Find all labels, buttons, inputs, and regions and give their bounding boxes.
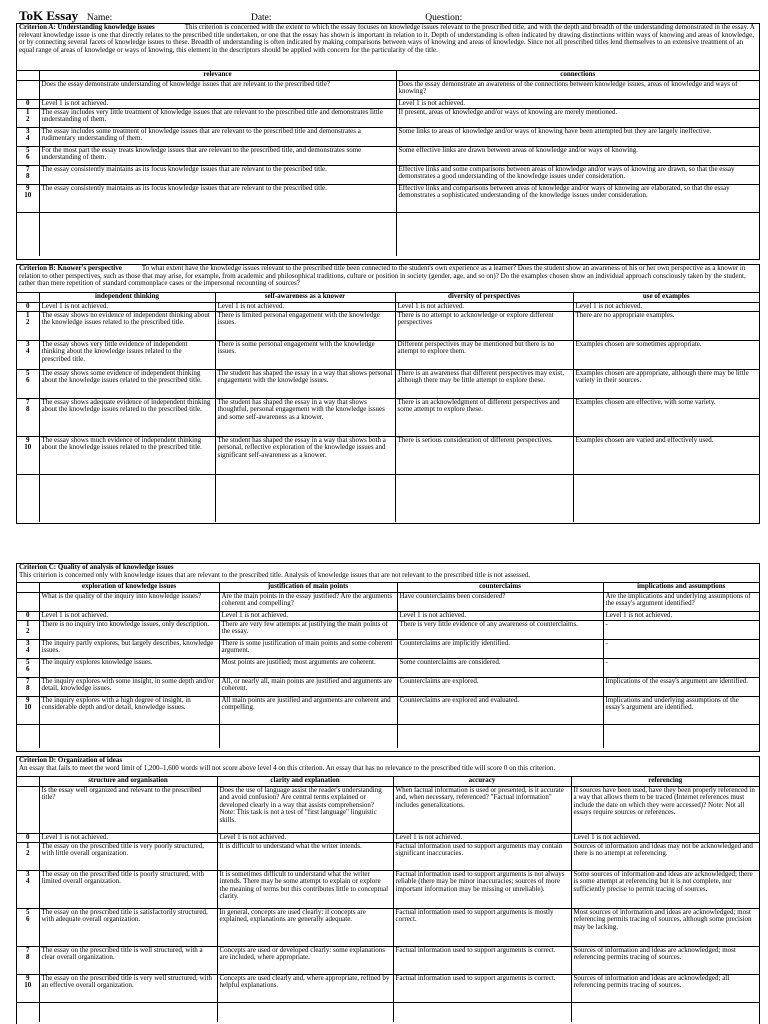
table-row	[17, 696, 759, 724]
table-row	[17, 639, 759, 658]
descriptor-cell: All main points are justified and arguments are coherent and compelling.	[219, 696, 397, 724]
comment-row	[17, 1002, 759, 1022]
criterion-a-intro	[17, 24, 759, 71]
criterion-b-table	[17, 293, 759, 522]
column-question: Are the main points in the essay justified? Are the arguments coherent and compelling?	[219, 592, 397, 611]
descriptor-cell: Level 1 is not achieved.	[39, 833, 217, 842]
score-label: 0	[17, 302, 39, 311]
column-header: self-awareness as a knower	[215, 293, 395, 302]
descriptor-cell: Implications and underlying assumptions of the essay's argument are identified.	[603, 696, 759, 724]
question-label: Question:	[425, 13, 463, 23]
column-header: counterclaims	[397, 583, 603, 592]
descriptor-cell: The inquiry explores with some insight, in some depth and/or detail, knowledge issues.	[39, 677, 219, 696]
descriptor-cell: Concepts are used or developed clearly: some explanations are included, where appropriate.	[217, 946, 393, 974]
score-label: 7 8	[17, 946, 39, 974]
table-row	[17, 677, 759, 696]
descriptor-cell: Level 1 is not achieved.	[573, 302, 759, 311]
table-row	[17, 99, 759, 108]
score-label: 0	[17, 833, 39, 842]
descriptor-cell: Factual information used to support arguments is correct.	[393, 974, 571, 1002]
score-label: 3 4	[17, 639, 39, 658]
column-question: When factual information is used or presented, is it accurate and, when necessary, referenced? "Factual information" includes generalizations.	[393, 786, 571, 833]
criterion-c-question-row	[17, 592, 759, 611]
table-row	[17, 946, 759, 974]
descriptor-cell: The essay consistently maintains as its focus knowledge issues that are relevant to the prescribed title.	[39, 184, 396, 212]
score-label: 0	[17, 99, 39, 108]
descriptor-cell: Examples chosen are effective, with some variety.	[573, 398, 759, 436]
score-label: 3 4	[17, 340, 39, 369]
comment-row	[17, 474, 759, 522]
descriptor-cell: The essay on the prescribed title is satisfactorily structured, with adequate overall organization.	[39, 908, 217, 946]
descriptor-cell: The student has shaped the essay in a way that shows both a personal, reflective exploration of the knowledge issues and significant self-awareness as a knower.	[215, 436, 395, 474]
descriptor-cell: Level 1 is not achieved.	[39, 99, 396, 108]
score-label: 5 6	[17, 146, 39, 165]
descriptor-cell: Factual information used to support arguments is correct.	[393, 946, 571, 974]
table-row	[17, 436, 759, 474]
descriptor-cell: It is sometimes difficult to understand what the writer intends. There may be some attempt to explain or explore the meaning of terms but this contributes little to conceptual clarity.	[217, 870, 393, 908]
descriptor-cell: Level 1 is not achieved.	[395, 302, 573, 311]
criterion-a-description: This criterion is concerned with the extent to which the essay focuses on knowledge issues relevant to the prescribed title, and with the depth and breadth of the understanding demonstrated in the essay. A relevant knowledge issue is one that directly relates to the prescribed title undertaken, or one that the essay has shown is important in relation to it. Depth of understanding is often indicated by drawing distinctions within ways of knowing and areas of knowledge, or by connecting several facets of knowledge issues to these. Breadth of understanding is often indicated by making comparisons between ways of knowing and areas of knowledge. Since not all prescribed titles lend themselves to an extensive treatment of an equal range of areas of knowledge or ways of knowing, this element in the descriptors should be applied with concern for the particularity of the title.	[19, 23, 755, 54]
descriptor-cell: There is no inquiry into knowledge issues, only description.	[39, 620, 219, 639]
criterion-d-section	[16, 756, 760, 1024]
descriptor-cell: Level 1 is not achieved.	[217, 833, 393, 842]
criterion-a-table	[17, 71, 759, 256]
descriptor-cell: -	[603, 658, 759, 677]
descriptor-cell: Level 1 is not achieved.	[571, 833, 759, 842]
descriptor-cell: Level 1 is not achieved.	[603, 611, 759, 620]
score-label: 7 8	[17, 677, 39, 696]
descriptor-cell: For the most part the essay treats knowledge issues that are relevant to the prescribed title, and demonstrates some understanding of them.	[39, 146, 396, 165]
descriptor-cell: The essay on the prescribed title is very well structured, with an effective overall organization.	[39, 974, 217, 1002]
descriptor-cell: Level 1 is not achieved.	[396, 99, 759, 108]
descriptor-cell: The essay shows some evidence of independent thinking about the knowledge issues related to the prescribed title.	[39, 369, 215, 398]
descriptor-cell: In general, concepts are used clearly: if concepts are explained, explanations are generally adequate.	[217, 908, 393, 946]
table-row	[17, 658, 759, 677]
descriptor-cell: -	[603, 620, 759, 639]
score-label: 5 6	[17, 369, 39, 398]
criterion-b-intro	[17, 265, 759, 293]
score-label: 5 6	[17, 658, 39, 677]
score-label: 9 10	[17, 436, 39, 474]
score-label: 5 6	[17, 908, 39, 946]
document-title: ToK Essay	[19, 8, 79, 23]
name-label: Name:	[86, 13, 113, 23]
descriptor-cell: The student has shaped the essay in a way that shows thoughtful, personal engagement with the knowledge issues and some self-awareness as a knower.	[215, 398, 395, 436]
column-question: Does the essay demonstrate an awareness of the connections between knowledge issues, areas of knowledge and ways of knowing?	[396, 80, 759, 99]
criterion-d-intro	[17, 757, 759, 777]
descriptor-cell: The essay includes some treatment of knowledge issues that are relevant to the prescribed title and demonstrates a rudimentary understanding of them.	[39, 127, 396, 146]
column-header: relevance	[39, 71, 396, 80]
criterion-a-section	[16, 23, 760, 260]
descriptor-cell: There are no appropriate examples.	[573, 311, 759, 340]
table-row	[17, 974, 759, 1002]
table-row	[17, 908, 759, 946]
table-row	[17, 611, 759, 620]
score-label: 1 2	[17, 311, 39, 340]
descriptor-cell: The essay on the prescribed title is very poorly structured, with little overall organization.	[39, 842, 217, 870]
descriptor-cell: Counterclaims are explored.	[397, 677, 603, 696]
date-label: Date:	[250, 13, 272, 23]
criterion-b-section	[16, 264, 760, 524]
descriptor-cell: If present, areas of knowledge and/or ways of knowing are merely mentioned.	[396, 108, 759, 127]
column-header: exploration of knowledge issues	[39, 583, 219, 592]
descriptor-cell: The essay consistently maintains as its focus knowledge issues that are relevant to the prescribed title.	[39, 165, 396, 184]
descriptor-cell: The student has shaped the essay in a way that shows personal engagement with the knowledge issues.	[215, 369, 395, 398]
table-row	[17, 620, 759, 639]
descriptor-cell: There is some justification of main points and some coherent argument.	[219, 639, 397, 658]
column-question: Is the essay well organized and relevant to the prescribed title?	[39, 786, 217, 833]
descriptor-cell: There is limited personal engagement with the knowledge issues.	[215, 311, 395, 340]
table-row	[17, 833, 759, 842]
comment-row	[17, 212, 759, 256]
descriptor-cell: There is no attempt to acknowledge or explore different perspectives	[395, 311, 573, 340]
column-question: Does the essay demonstrate understanding of knowledge issues that are relevant to the prescribed title?	[39, 80, 396, 99]
score-label: 1 2	[17, 620, 39, 639]
descriptor-cell: The inquiry partly explores, but largely describes, knowledge issues.	[39, 639, 219, 658]
criterion-c-section	[16, 563, 760, 752]
descriptor-cell: Level 1 is not achieved.	[39, 611, 219, 620]
column-question: What is the quality of the inquiry into knowledge issues?	[39, 592, 219, 611]
table-row	[17, 369, 759, 398]
descriptor-cell: The essay includes very little treatment of knowledge issues that are relevant to the prescribed title and demonstrates little understanding of them.	[39, 108, 396, 127]
descriptor-cell: There are very few attempts at justifying the main points of the essay.	[219, 620, 397, 639]
descriptor-cell: Implications of the essay's argument are identified.	[603, 677, 759, 696]
table-row	[17, 165, 759, 184]
table-row	[17, 842, 759, 870]
table-row	[17, 398, 759, 436]
score-label: 7 8	[17, 398, 39, 436]
descriptor-cell: Factual information used to support arguments may contain significant inaccuracies.	[393, 842, 571, 870]
descriptor-cell: All, or nearly all, main points are justified and arguments are coherent.	[219, 677, 397, 696]
criterion-c-intro	[17, 564, 759, 583]
descriptor-cell: There is very little evidence of any awareness of counterclaims.	[397, 620, 603, 639]
column-header: independent thinking	[39, 293, 215, 302]
descriptor-cell: The essay on the prescribed title is well structured, with a clear overall organization.	[39, 946, 217, 974]
criterion-b-title: Criterion B: Knower's perspective	[19, 264, 122, 272]
column-header: use of examples	[573, 293, 759, 302]
column-header: accuracy	[393, 777, 571, 786]
descriptor-cell: Factual information used to support arguments is not always reliable (there may be minor inaccuracies; sources of more important information may be missing or unreliable).	[393, 870, 571, 908]
criterion-a-question-row	[17, 80, 759, 99]
descriptor-cell: Factual information used to support arguments is mostly correct.	[393, 908, 571, 946]
score-label: 1 2	[17, 108, 39, 127]
descriptor-cell: The inquiry explores knowledge issues.	[39, 658, 219, 677]
score-label: 7 8	[17, 165, 39, 184]
criterion-c-header-row	[17, 583, 759, 592]
table-row	[17, 340, 759, 369]
criterion-b-header-row	[17, 293, 759, 302]
criterion-a-header-row	[17, 71, 759, 80]
criterion-d-question-row	[17, 786, 759, 833]
descriptor-cell: Some effective links are drawn between areas of knowledge and/or ways of knowing.	[396, 146, 759, 165]
descriptor-cell: Level 1 is not achieved.	[397, 611, 603, 620]
descriptor-cell: The essay on the prescribed title is poorly structured, with limited overall organization.	[39, 870, 217, 908]
criterion-d-table	[17, 777, 759, 1022]
table-row	[17, 311, 759, 340]
column-header: justification of main points	[219, 583, 397, 592]
table-row	[17, 127, 759, 146]
descriptor-cell: Some links to areas of knowledge and/or ways of knowing have been attempted but they are largely ineffective.	[396, 127, 759, 146]
column-header: structure and organisation	[39, 777, 217, 786]
table-row	[17, 146, 759, 165]
descriptor-cell: Concepts are used clearly and, where appropriate, refined by helpful explanations.	[217, 974, 393, 1002]
page-header	[19, 9, 759, 23]
descriptor-cell: Most sources of information and ideas are acknowledged; most referencing permits tracing of sources, although some precision may be lacking.	[571, 908, 759, 946]
descriptor-cell: Sources of information and ideas are acknowledged; most referencing permits tracing of sources.	[571, 946, 759, 974]
column-question: Does the use of language assist the reader's understanding and avoid confusion? Are central terms explained or developed clearly in a way that assists comprehension? Note: This task is not a test of "first language" linguistic skills.	[217, 786, 393, 833]
descriptor-cell: There is serious consideration of different perspectives.	[395, 436, 573, 474]
score-label: 9 10	[17, 974, 39, 1002]
descriptor-cell: Sources of information and ideas are acknowledged; all referencing permits tracing of sources.	[571, 974, 759, 1002]
criterion-b-description: To what extent have the knowledge issues relevant to the prescribed title been connected to the student's own experience as a learner? Does the student show an awareness of his or her own perspective as a knower in relation to other perspectives, such as those that may arise, for example, from academic and philosophical traditions, culture or position in society (gender, age, and so on)? Do the examples chosen show an individual approach consciously taken by the student, rather than mere repetition of standard commonplace cases or the impersonal recounting of sources?	[19, 264, 746, 288]
criterion-c-table	[17, 583, 759, 748]
column-header: clarity and explanation	[217, 777, 393, 786]
comment-row	[17, 724, 759, 748]
criterion-d-header-row	[17, 777, 759, 786]
score-label: 9 10	[17, 184, 39, 212]
descriptor-cell: There is some personal engagement with the knowledge issues.	[215, 340, 395, 369]
column-header: connections	[396, 71, 759, 80]
descriptor-cell: Most points are justified; most arguments are coherent.	[219, 658, 397, 677]
column-header: referencing	[571, 777, 759, 786]
column-question: Are the implications and underlying assumptions of the essay's argument identified?	[603, 592, 759, 611]
score-label: 1 2	[17, 842, 39, 870]
criterion-d-title: Criterion D: Organization of ideas	[19, 756, 123, 764]
descriptor-cell: Some sources of information and ideas are acknowledged; there is some attempt at referencing but it is not complete, nor sufficiently precise to permit tracing of sources.	[571, 870, 759, 908]
descriptor-cell: Sources of information and ideas may not be acknowledged and there is no attempt at referencing.	[571, 842, 759, 870]
descriptor-cell: The essay shows much evidence of independent thinking about the knowledge issues related to the prescribed title.	[39, 436, 215, 474]
descriptor-cell: Level 1 is not achieved.	[393, 833, 571, 842]
column-question: If sources have been used, have they been properly referenced in a way that allows them to be traced (Internet references must include the date on which they were accessed)? Note: Not all essays require sources or references.	[571, 786, 759, 833]
criterion-d-description: An essay that fails to meet the word limit of 1,200–1,600 words will not score above level 4 on this criterion. An essay that has no relevance to the prescribed title will score 0 on this criterion.	[19, 763, 556, 772]
score-label: 9 10	[17, 696, 39, 724]
column-header: diversity of perspectives	[395, 293, 573, 302]
score-label: 0	[17, 611, 39, 620]
table-row	[17, 302, 759, 311]
descriptor-cell: Counterclaims are explored and evaluated.	[397, 696, 603, 724]
descriptor-cell: Effective links and comparisons between areas of knowledge and/or ways of knowing are elaborated, so that the essay demonstrates a sophisticated understanding of the knowledge issues under consideration.	[396, 184, 759, 212]
descriptor-cell: Level 1 is not achieved.	[39, 302, 215, 311]
descriptor-cell: There is an awareness that different perspectives may exist, although there may be little attempt to explore these.	[395, 369, 573, 398]
criterion-c-description: This criterion is concerned only with knowledge issues that are relevant to the prescribed title. Analysis of knowledge issues that are not relevant to the prescribed title is not assessed.	[19, 570, 531, 579]
column-question: Have counterclaims been considered?	[397, 592, 603, 611]
score-label: 3 4	[17, 870, 39, 908]
descriptor-cell: Examples chosen are appropriate, although there may be little variety in their sources.	[573, 369, 759, 398]
descriptor-cell: Examples chosen are sometimes appropriate.	[573, 340, 759, 369]
descriptor-cell: The essay shows no evidence of independent thinking about the knowledge issues related to the prescribed title.	[39, 311, 215, 340]
descriptor-cell: Effective links and some comparisons between areas of knowledge and/or ways of knowing are drawn, so that the essay demonstrates a good understanding of the knowledge issues under consideration.	[396, 165, 759, 184]
descriptor-cell: The essay shows adequate evidence of independent thinking about the knowledge issues related to the prescribed title.	[39, 398, 215, 436]
descriptor-cell: It is difficult to understand what the writer intends.	[217, 842, 393, 870]
descriptor-cell: Some counterclaims are considered.	[397, 658, 603, 677]
descriptor-cell: Examples chosen are varied and effectively used.	[573, 436, 759, 474]
criterion-c-title: Criterion C: Quality of analysis of knowledge issues	[19, 563, 174, 571]
table-row	[17, 184, 759, 212]
descriptor-cell: Level 1 is not achieved.	[219, 611, 397, 620]
column-header: implications and assumptions	[603, 583, 759, 592]
descriptor-cell: -	[603, 639, 759, 658]
descriptor-cell: The essay shows very little evidence of independent thinking about the knowledge issues related to the prescribed title.	[39, 340, 215, 369]
descriptor-cell: Counterclaims are implicitly identified.	[397, 639, 603, 658]
descriptor-cell: Different perspectives may be mentioned but there is no attempt to explore them.	[395, 340, 573, 369]
table-row	[17, 870, 759, 908]
descriptor-cell: There is an acknowledgment of different perspectives and some attempt to explore these.	[395, 398, 573, 436]
table-row	[17, 108, 759, 127]
descriptor-cell: Level 1 is not achieved.	[215, 302, 395, 311]
score-label: 3 4	[17, 127, 39, 146]
criterion-a-title: Criterion A: Understanding knowledge issues	[19, 23, 155, 31]
descriptor-cell: The inquiry explores with a high degree of insight, in considerable depth and/or detail, knowledge issues.	[39, 696, 219, 724]
